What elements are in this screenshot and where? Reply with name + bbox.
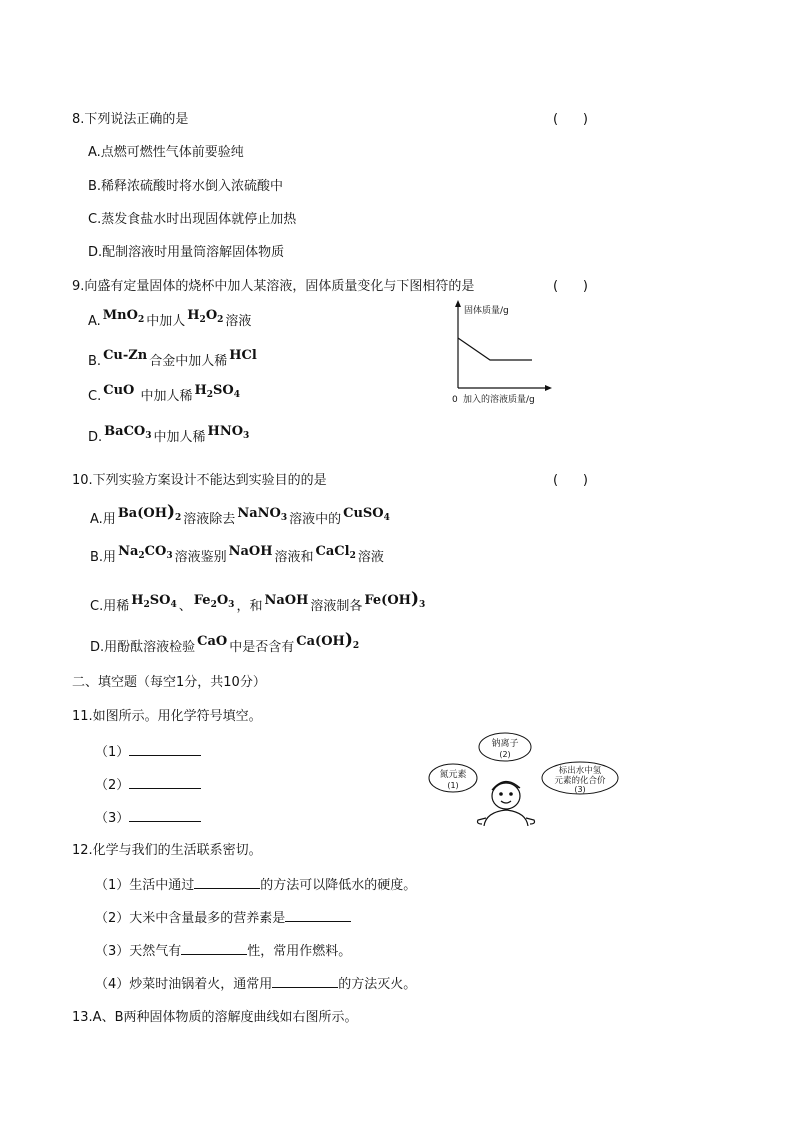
formula-mno2: MnO$_2$	[102, 308, 145, 325]
q12-item-2: （2）大米中含量最多的营养素是	[95, 907, 351, 929]
formula-fe2o3: $Fe_2O_3$	[193, 593, 235, 610]
formula-naoh: NaOH	[228, 544, 273, 559]
graph-y-label: 固体质量/g	[464, 306, 509, 316]
q10-option-c: C.用稀 $H_2SO_4$ 、 $Fe_2O_3$ ，和 NaOH 溶液制各 $Fe(OH)_3$	[90, 589, 426, 614]
q10-answer-bracket: ( )	[553, 473, 588, 488]
formula-cu-zn: Cu-Zn	[103, 348, 148, 363]
q10-option-b: B.用 $Na_2CO_3$ 溶液鉴别 NaOH 溶液和 CaCl$_2$ 溶液	[90, 544, 384, 565]
q11-blank-2: （2）	[95, 774, 201, 796]
graph-origin: 0	[452, 395, 458, 405]
q12-item-1: （1）生活中通过 的方法可以降低水的硬度。	[95, 874, 416, 896]
svg-text:(3): (3)	[574, 785, 586, 794]
q10-option-d: D.用酚酞溶液检验 CaO 中是否含有 $Ca(OH)_2$	[90, 630, 360, 655]
svg-text:钠离子: 钠离子	[491, 739, 519, 749]
answer-blank[interactable]	[194, 874, 260, 889]
left-bubble	[429, 764, 477, 792]
q9-option-d: D. BaCO$_3$ 中加人稀 $HNO_3$	[88, 424, 250, 445]
formula-hcl: HCl	[229, 348, 257, 363]
formula-h2so4: $H_2SO_4$	[131, 593, 177, 610]
right-bubble	[542, 762, 618, 794]
section-2-heading: 二、填空题（每空1分，共10分）	[72, 675, 266, 690]
q11-blank-1: （1）	[95, 741, 201, 763]
formula-na2co3: $Na_2CO_3$	[118, 544, 173, 561]
answer-blank[interactable]	[272, 973, 338, 988]
formula-h2o2: $H_2O_2$	[187, 308, 224, 325]
answer-blank[interactable]	[129, 807, 201, 822]
formula-caoh2: $Ca(OH)_2$	[296, 630, 360, 651]
q12-item-4: （4）炒菜时油锅着火，通常用 的方法灭火。	[95, 973, 416, 995]
q8-option-d: D.配制溶液时用量筒溶解固体物质	[88, 245, 285, 260]
answer-blank[interactable]	[129, 741, 201, 756]
q9-option-c: C. CuO 中加人稀 $H_2SO_4$	[88, 383, 241, 404]
formula-baoh2: $Ba(OH)_2$	[117, 502, 182, 523]
svg-text:氮元素: 氮元素	[439, 770, 467, 780]
formula-baco3: BaCO$_3$	[104, 424, 152, 441]
q8-answer-bracket: ( )	[553, 112, 588, 127]
graph-y-arrow	[455, 300, 461, 307]
svg-text:(1): (1)	[447, 781, 459, 790]
boy-figure-icon	[478, 781, 535, 826]
q9-option-a: A. MnO$_2$ 中加人 $H_2O_2$ 溶液	[88, 308, 252, 329]
q9-stem: 9.向盛有定量固体的烧杯中加人某溶液，固体质量变化与下图相符的是	[72, 279, 475, 294]
q11-cartoon	[420, 732, 620, 826]
q8-option-a: A.点燃可燃性气体前要验纯	[88, 145, 244, 160]
formula-h2so4: $H_2SO_4$	[194, 383, 241, 400]
svg-text:(2): (2)	[499, 750, 511, 759]
q10-stem: 10.下列实验方案设计不能达到实验目的的是	[72, 473, 327, 488]
q12-stem: 12.化学与我们的生活联系密切。	[72, 843, 262, 858]
q9-option-b: B. Cu-Zn 合金中加人稀 HCl	[88, 348, 257, 369]
formula-cacl2: CaCl$_2$	[315, 544, 356, 561]
svg-text:标出水中氢: 标出水中氢	[558, 766, 602, 776]
top-bubble	[479, 733, 531, 761]
formula-feoh3: $Fe(OH)_3$	[364, 589, 426, 610]
graph-curve	[458, 338, 532, 360]
q8-option-c: C.蒸发食盐水时出现固体就停止加热	[88, 212, 297, 227]
formula-nano3: NaNO$_3$	[237, 506, 288, 523]
formula-hno3: $HNO_3$	[207, 424, 250, 441]
formula-cao: CaO	[197, 634, 228, 649]
graph-x-arrow	[545, 385, 552, 391]
formula-cuso4: CuSO$_4$	[343, 506, 390, 523]
answer-blank[interactable]	[181, 940, 247, 955]
q11-blank-3: （3）	[95, 807, 201, 829]
q8-stem: 8.下列说法正确的是	[72, 112, 189, 127]
answer-blank[interactable]	[129, 774, 201, 789]
q11-stem: 11.如图所示。用化学符号填空。	[72, 709, 262, 724]
q12-item-3: （3）天然气有 性，常用作燃料。	[95, 940, 351, 962]
q8-option-b: B.稀释浓硫酸时将水倒入浓硫酸中	[88, 179, 284, 194]
svg-text:元素的化合价: 元素的化合价	[554, 776, 606, 786]
formula-cuo: CuO	[103, 383, 135, 398]
answer-blank[interactable]	[285, 907, 351, 922]
formula-naoh: NaOH	[264, 593, 309, 608]
q13-stem: 13.A、B两种固体物质的溶解度曲线如右图所示。	[72, 1010, 358, 1025]
q9-answer-bracket: ( )	[553, 279, 588, 294]
q10-option-a: A.用 $Ba(OH)_2$ 溶液除去 NaNO$_3$ 溶液中的 CuSO$_4$	[90, 502, 390, 527]
graph-x-label: 加入的溶液质量/g	[463, 395, 535, 405]
q9-mass-graph	[440, 298, 570, 410]
option-letter: A.	[88, 314, 101, 329]
